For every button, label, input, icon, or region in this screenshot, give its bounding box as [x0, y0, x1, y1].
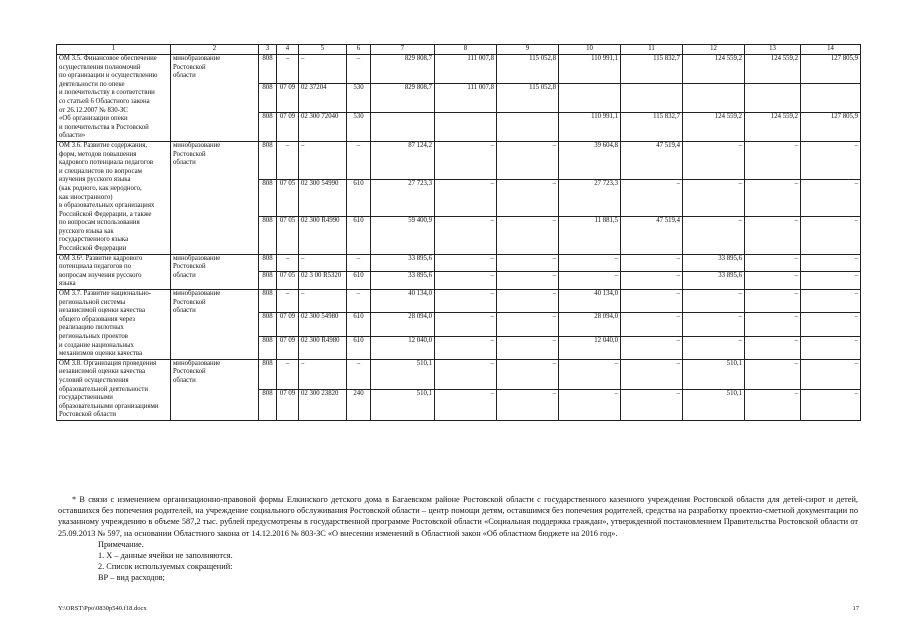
table-cell: 829 808,7 [371, 55, 435, 84]
table-cell: – [745, 390, 801, 421]
table-cell: – [497, 254, 559, 272]
measure-name: ОМ 3.5. Финансовое обеспечение осуществления полномочий по организации и осуществлению деятельности по опеке и попечительству в соответствии со статьей 6 Областного закона от 26.12.2007 № 830-ЗС «Об организации опеки и попечительства в Ростовской области» [57, 55, 171, 142]
table-cell: 530 [347, 83, 371, 112]
responsible-executor: минобразование Ростовской области [171, 55, 259, 142]
table-cell: 02 300 54980 [299, 313, 347, 336]
table-cell: – [277, 55, 299, 84]
table-cell: 115 052,8 [497, 83, 559, 112]
table-cell: 808 [259, 179, 277, 217]
table-cell: – [621, 179, 683, 217]
table-cell: 33 895,6 [371, 272, 435, 290]
table-cell: – [683, 141, 745, 179]
table-cell: 124 559,2 [683, 55, 745, 84]
table-cell: – [497, 272, 559, 290]
table-cell: – [299, 290, 347, 313]
budget-table [56, 44, 861, 421]
column-number: 2 [171, 45, 259, 55]
column-number: 14 [801, 45, 861, 55]
table-cell: – [745, 336, 801, 359]
table-cell: – [347, 141, 371, 179]
table-cell: – [347, 254, 371, 272]
table-cell: – [277, 254, 299, 272]
column-number: 11 [621, 45, 683, 55]
note-title: Примечание. [98, 539, 144, 549]
table-cell: – [683, 217, 745, 255]
responsible-executor: минобразование Ростовской области [171, 359, 259, 420]
table-cell [497, 112, 559, 141]
table-cell: 808 [259, 336, 277, 359]
note-line: ВР – вид расходов; [98, 573, 165, 583]
table-cell: – [801, 290, 861, 313]
table-cell: 610 [347, 313, 371, 336]
table-cell: – [559, 359, 621, 390]
table-cell: – [621, 272, 683, 290]
table-cell: 510,1 [683, 359, 745, 390]
responsible-executor: минобразование Ростовской области [171, 254, 259, 289]
table-cell: 240 [347, 390, 371, 421]
table-cell: 808 [259, 390, 277, 421]
table-cell [621, 83, 683, 112]
table-cell: 02 300 54990 [299, 179, 347, 217]
table-cell: – [621, 359, 683, 390]
table-cell: 07 09 [277, 313, 299, 336]
table-cell: – [497, 359, 559, 390]
table-cell: 07 09 [277, 83, 299, 112]
notes-section [58, 494, 858, 584]
table-cell: 124 559,2 [683, 112, 745, 141]
table-cell: 115 832,7 [621, 55, 683, 84]
table-cell: – [745, 359, 801, 390]
table-cell: 808 [259, 55, 277, 84]
table-cell: – [497, 217, 559, 255]
table-cell: – [435, 313, 497, 336]
table-cell: 110 991,1 [559, 112, 621, 141]
table-cell: 610 [347, 179, 371, 217]
table-cell: 808 [259, 313, 277, 336]
table-cell: 110 991,1 [559, 55, 621, 84]
table-cell: – [299, 254, 347, 272]
table-cell: – [801, 313, 861, 336]
table-cell: 07 05 [277, 217, 299, 255]
table-cell: 28 094,0 [371, 313, 435, 336]
footnote: * В связи с изменением организационно-правовой формы Елкинского детского дома в Багаевском районе Ростовской области с государственного казенного учреждения Ростовской области для детей-сирот и детей, оставшихся без попечения родителей, на учреждение социального обслуживания Ростовской области – центр помощи детям, оставшимся без попечения родителей, средства на разработку проектно-сметной документации по указанному учреждению в объеме 587,2 тыс. рублей предусмотрены в государственной программе Ростовской области «Социальная поддержка граждан», утвержденной постановлением Правительства Ростовской области от 25.09.2013 № 597, на основании Областного закона от 14.12.2016 № 803-ЗС «О внесении изменений в Областной закон «Об областном бюджете на 2016 год». [58, 495, 858, 538]
table-cell: 02 300 R4990 [299, 217, 347, 255]
table-cell: – [745, 254, 801, 272]
table-row [57, 254, 861, 272]
table-cell: 07 05 [277, 272, 299, 290]
measure-name: ОМ 3.7. Развитие национально- региональной системы независимой оценки качества общего образования через реализацию пилотных региональных проектов и создание национальных механизмов оценки качества [57, 290, 171, 360]
table-cell: – [801, 390, 861, 421]
responsible-executor: минобразование Ростовской области [171, 290, 259, 360]
table-cell: 47 519,4 [621, 217, 683, 255]
column-number: 13 [745, 45, 801, 55]
table-cell: – [801, 179, 861, 217]
table-cell: 59 400,9 [371, 217, 435, 255]
table-cell: 124 559,2 [745, 55, 801, 84]
table-cell: 808 [259, 217, 277, 255]
table-cell: – [347, 55, 371, 84]
table-cell: 111 007,8 [435, 83, 497, 112]
table-cell: – [277, 290, 299, 313]
table-cell: – [299, 359, 347, 390]
table-cell: 40 134,0 [559, 290, 621, 313]
table-cell: – [497, 336, 559, 359]
table-row [57, 55, 861, 84]
table-cell: – [745, 141, 801, 179]
page-number: 17 [852, 605, 859, 612]
table-cell [801, 83, 861, 112]
table-cell [559, 83, 621, 112]
table-cell: – [497, 313, 559, 336]
table-cell: 27 723,3 [371, 179, 435, 217]
table-cell: 808 [259, 272, 277, 290]
table-cell: – [559, 390, 621, 421]
table-cell: – [621, 313, 683, 336]
column-number: 7 [371, 45, 435, 55]
table-cell: – [801, 272, 861, 290]
table-cell: 808 [259, 359, 277, 390]
table-cell: 808 [259, 83, 277, 112]
header-row [57, 45, 861, 55]
column-number: 4 [277, 45, 299, 55]
table-cell: 808 [259, 290, 277, 313]
table-cell: – [683, 313, 745, 336]
table-cell: 02 300 72040 [299, 112, 347, 141]
table-cell: – [683, 336, 745, 359]
table-cell: 808 [259, 141, 277, 179]
table-cell: 111 007,8 [435, 55, 497, 84]
table-cell [371, 112, 435, 141]
table-cell: – [435, 336, 497, 359]
file-path: Y:\ORST\Ppo\0830p540.f18.docx [58, 605, 147, 612]
table-cell: 33 895,6 [371, 254, 435, 272]
table-row [57, 359, 861, 390]
table-cell: – [435, 217, 497, 255]
table-cell: 87 124,2 [371, 141, 435, 179]
table-cell: 808 [259, 112, 277, 141]
table-cell: – [435, 359, 497, 390]
table-cell: – [435, 179, 497, 217]
table-cell: – [347, 290, 371, 313]
column-number: 8 [435, 45, 497, 55]
table-cell: 127 805,9 [801, 112, 861, 141]
table-cell: 02 300 23820 [299, 390, 347, 421]
measure-name: ОМ 3.8. Организация проведения независимой оценки качества условий осуществления образовательной деятельности государственными образовательными организациями Ростовской области [57, 359, 171, 420]
table-cell: – [745, 313, 801, 336]
table-cell: – [559, 272, 621, 290]
table-cell: – [277, 141, 299, 179]
table-cell: – [801, 217, 861, 255]
table-cell: – [621, 390, 683, 421]
table-cell: – [683, 290, 745, 313]
table-cell: – [435, 290, 497, 313]
measure-name: ОМ 3.6¹. Развитие кадрового потенциала педагогов по вопросам изучения русского языка [57, 254, 171, 289]
table-cell: 33 895,6 [683, 272, 745, 290]
table-cell: 47 519,4 [621, 141, 683, 179]
table-cell: – [745, 217, 801, 255]
note-line: 2. Список используемых сокращений: [98, 562, 233, 572]
table-cell: 510,1 [683, 390, 745, 421]
table-cell: – [621, 290, 683, 313]
table-cell: – [559, 254, 621, 272]
table-cell: 530 [347, 112, 371, 141]
column-number: 3 [259, 45, 277, 55]
table-cell [683, 83, 745, 112]
table-cell: 115 832,7 [621, 112, 683, 141]
table-cell: – [435, 390, 497, 421]
table-cell: – [277, 359, 299, 390]
table-cell: – [621, 254, 683, 272]
table-cell: – [621, 336, 683, 359]
table-cell: 07 09 [277, 390, 299, 421]
column-number: 5 [299, 45, 347, 55]
note-line: 1. Х – данные ячейки не заполняются. [98, 551, 233, 561]
table-cell: 12 040,0 [559, 336, 621, 359]
table-row [57, 141, 861, 179]
table-cell: 115 052,8 [497, 55, 559, 84]
table-cell: 510,1 [371, 359, 435, 390]
table-cell: 28 094,0 [559, 313, 621, 336]
table-cell: 610 [347, 272, 371, 290]
column-number: 10 [559, 45, 621, 55]
column-number: 12 [683, 45, 745, 55]
column-number: 6 [347, 45, 371, 55]
table-cell: 07 09 [277, 336, 299, 359]
table-cell: – [683, 179, 745, 217]
table-cell: – [801, 359, 861, 390]
column-number: 1 [57, 45, 171, 55]
table-cell [435, 112, 497, 141]
table-cell: 02 300 R4980 [299, 336, 347, 359]
table-cell: 610 [347, 217, 371, 255]
table-cell: 127 805,9 [801, 55, 861, 84]
table-cell: – [745, 290, 801, 313]
table-cell: 808 [259, 254, 277, 272]
table-cell: – [299, 55, 347, 84]
table-cell: 610 [347, 336, 371, 359]
table-cell: 33 895,6 [683, 254, 745, 272]
table-cell: 12 040,0 [371, 336, 435, 359]
table-cell: 02 37204 [299, 83, 347, 112]
table-cell: 39 604,8 [559, 141, 621, 179]
table-cell: – [347, 359, 371, 390]
column-number: 9 [497, 45, 559, 55]
table-cell: 27 723,3 [559, 179, 621, 217]
table-cell: – [801, 336, 861, 359]
measure-name: ОМ 3.6. Развитие содержания, форм, методов повышения кадрового потенциала педагогов и специалистов по вопросам изучения русского языка (как родного, как неродного, как иностранного) в образовательных организациях Российской Федерации, а также по вопросам использования русского языка как государственного языка Российской Федерации [57, 141, 171, 254]
table-cell: – [435, 272, 497, 290]
responsible-executor: минобразование Ростовской области [171, 141, 259, 254]
table-cell: – [745, 179, 801, 217]
table-cell: – [497, 290, 559, 313]
table-cell [745, 83, 801, 112]
table-cell: 510,1 [371, 390, 435, 421]
table-cell: 07 09 [277, 112, 299, 141]
table-cell: – [801, 141, 861, 179]
table-cell: 40 134,0 [371, 290, 435, 313]
table-cell: – [299, 141, 347, 179]
table-cell: 02 3 00 R5320 [299, 272, 347, 290]
table-row [57, 290, 861, 313]
table-cell: 124 559,2 [745, 112, 801, 141]
table-cell: – [745, 272, 801, 290]
table-cell: 11 881,5 [559, 217, 621, 255]
table-cell: – [497, 141, 559, 179]
table-cell: 07 05 [277, 179, 299, 217]
table-cell: – [801, 254, 861, 272]
table-cell: – [435, 254, 497, 272]
table-cell: – [435, 141, 497, 179]
table-cell: – [497, 390, 559, 421]
table-cell: – [497, 179, 559, 217]
table-cell: 829 808,7 [371, 83, 435, 112]
